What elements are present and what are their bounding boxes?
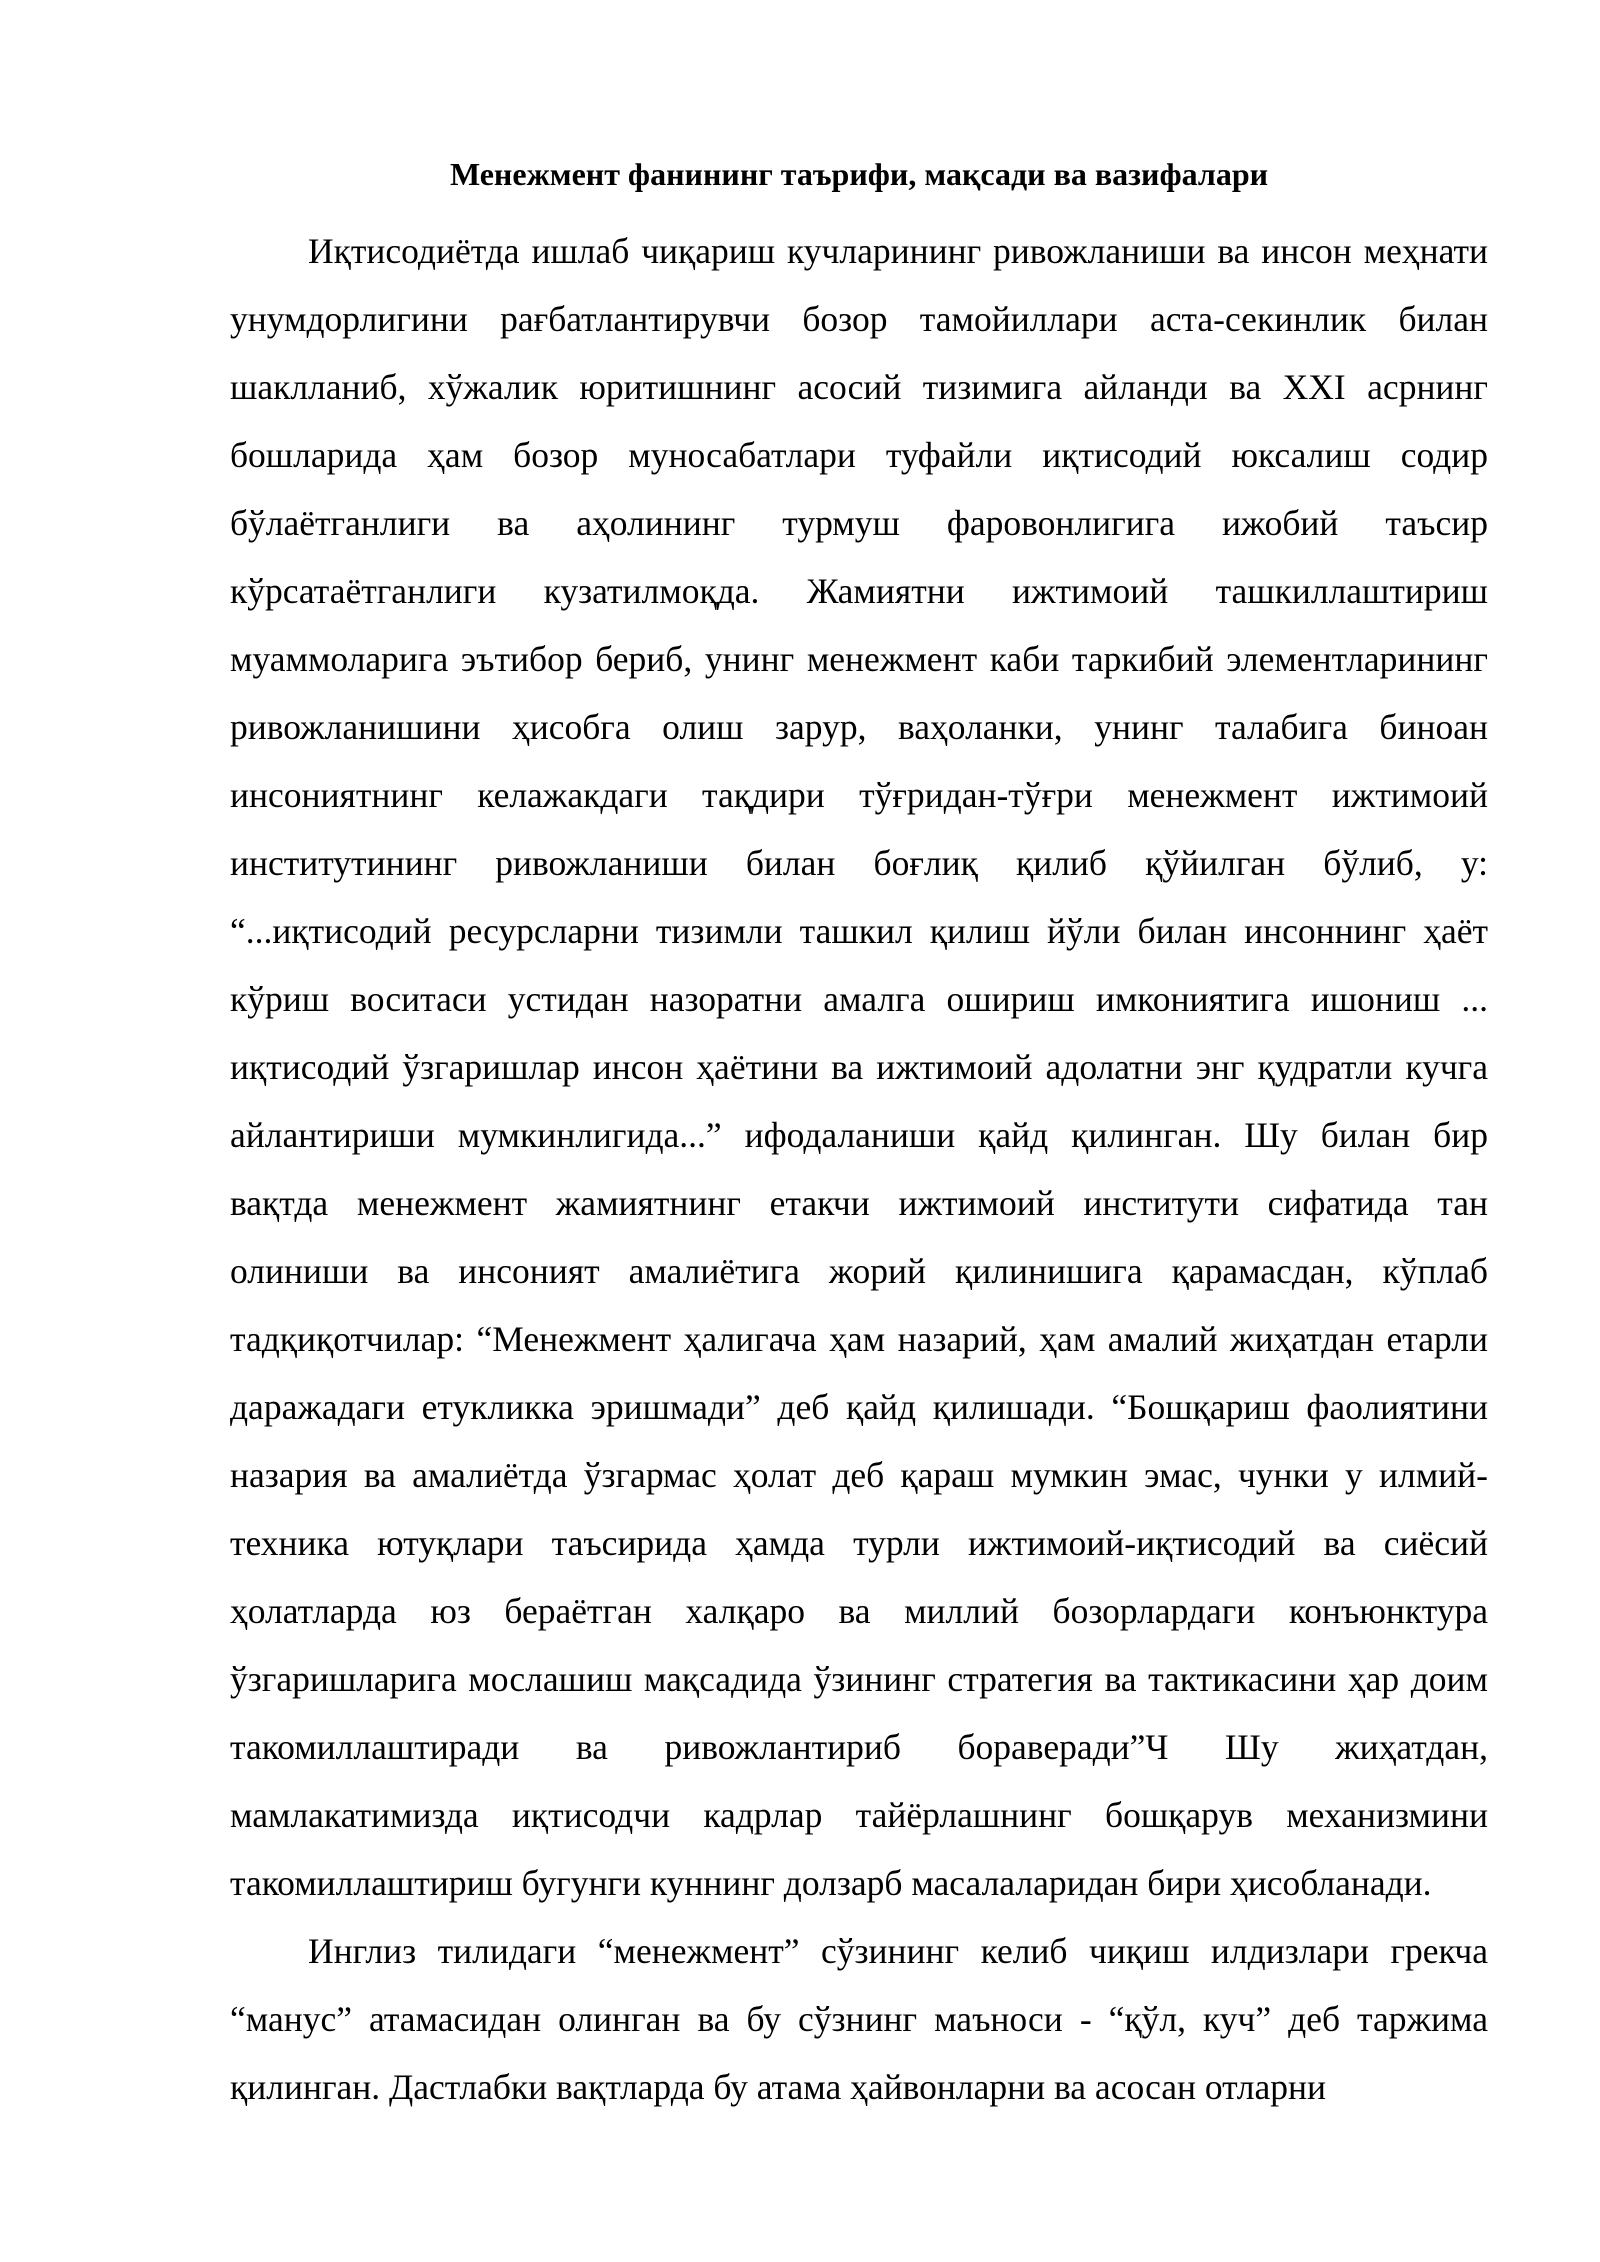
- paragraph-1: Иқтисодиётда ишлаб чиқариш кучларининг ривожланиши ва инсон меҳнати унумдорлигини рағбатлантирувчи бозор тамойиллари аста-секинлик билан шаклланиб, хўжалик юритишнинг асосий тизимига айланди ва XXI асрнинг бошларида ҳам бозор муносабатлари туфайли иқтисодий юксалиш содир бўлаётганлиги ва аҳолининг турмуш фаровонлигига ижобий таъсир кўрсатаётганлиги кузатилмоқда. Жамиятни ижтимоий ташкиллаштириш муаммоларига эътибор бериб, унинг менежмент каби таркибий элементларининг ривожланишини ҳисобга олиш зарур, ваҳоланки, унинг талабига биноан инсониятнинг келажакдаги тақдири тўғридан-тўғри менежмент ижтимоий институтининг ривожланиши билан боғлиқ қилиб қўйилган бўлиб, у: “...иқтисодий ресурсларни тизимли ташкил қилиш йўли билан инсоннинг ҳаёт кўриш воситаси устидан назоратни амалга ошириш имкониятига ишониш ... иқтисодий ўзгаришлар инсон ҳаётини ва ижтимоий адолатни энг қудратли кучга айлантириши мумкинлигида...” ифодаланиши қайд қилинган. Шу билан бир вақтда менежмент жамиятнинг етакчи ижтимоий институти сифатида тан олиниши ва инсоният амалиётига жорий қилинишига қарамасдан, кўплаб тадқиқотчилар: “Менежмент ҳалигача ҳам назарий, ҳам амалий жиҳатдан етарли даражадаги етукликка эришмади” деб қайд қилишади. “Бошқариш фаолиятини назария ва амалиётда ўзгармас ҳолат деб қараш мумкин эмас, чунки у илмий-техника ютуқлари таъсирида ҳамда турли ижтимоий-иқтисодий ва сиёсий ҳолатларда юз бераётган халқаро ва миллий бозорлардаги конъюнктура ўзгаришларига мослашиш мақсадида ўзининг стратегия ва тактикасини ҳар доим такомиллаштиради ва ривожлантириб бораверади”Ч Шу жиҳатдан, мамлакатимизда иқтисодчи кадрлар тайёрлашнинг бошқарув механизмини такомиллаштириш бугунги куннинг долзарб масалаларидан бири ҳисобланади.: [230, 231, 1488, 1903]
- document-body: [230, 217, 1488, 2121]
- document-title: Менежмент фанининг таърифи, мақсади ва вазифалари: [449, 156, 1269, 192]
- paragraph-2: Инглиз тилидаги “менежмент” сўзининг келиб чиқиш илдизлари грекча “манус” атамасидан олинган ва бу сўзнинг маъноси - “қўл, куч” деб таржима қилинган. Дастлабки вақтларда бу атама ҳайвонларни ва асосан отларни: [230, 1931, 1488, 2107]
